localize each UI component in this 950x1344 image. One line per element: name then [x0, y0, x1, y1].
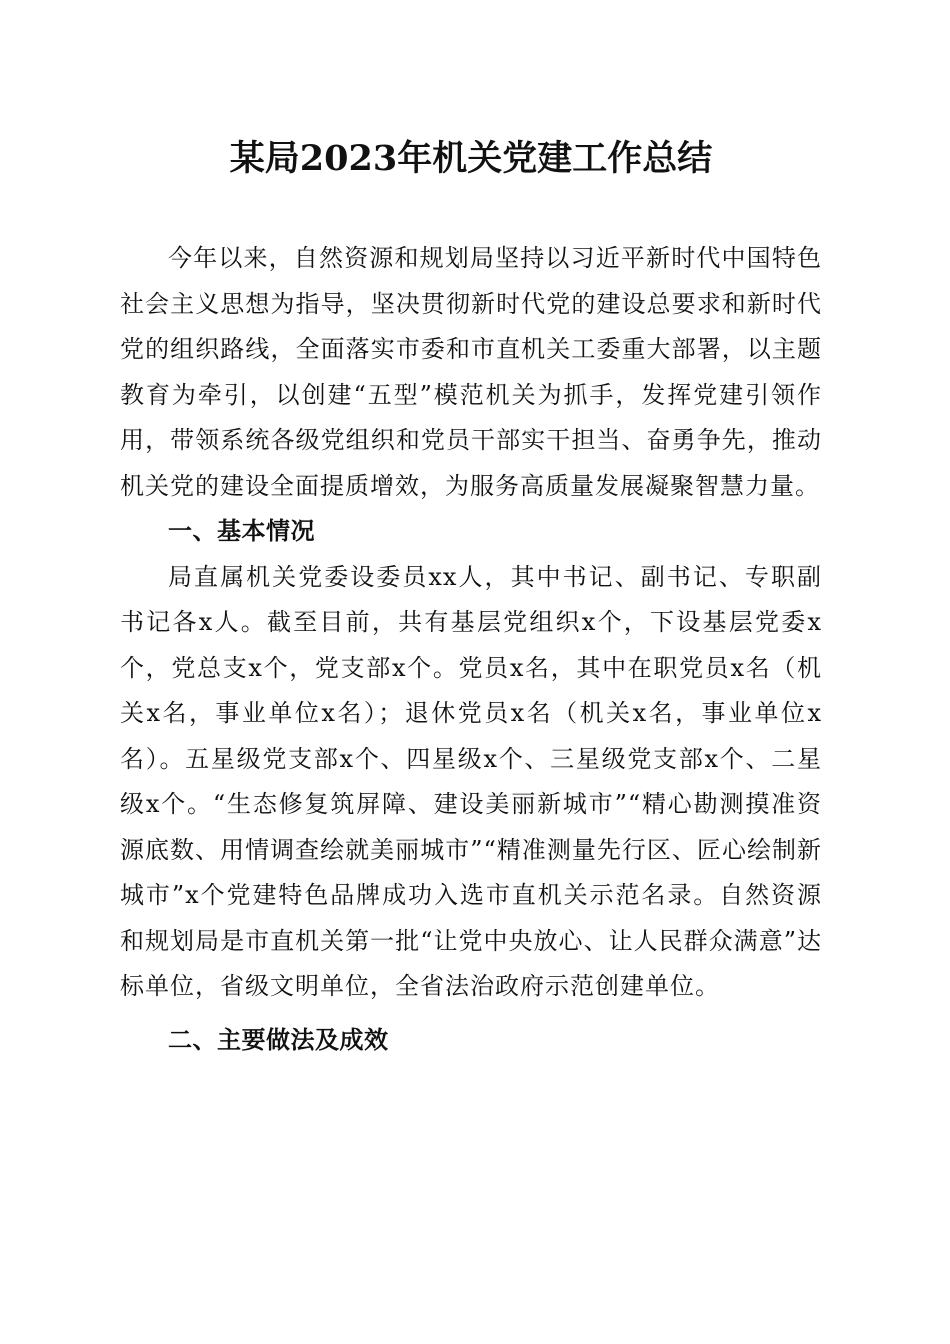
- section-heading-basic-situation: 一、基本情况: [168, 517, 315, 545]
- section-heading-main-practices: 二、主要做法及成效: [168, 1025, 389, 1054]
- document-title: 某局2023年机关党建工作总结: [229, 138, 713, 179]
- basic-situation-paragraph: 局直属机关党委设委员xx人，其中书记、副书记、专职副书记各x人。截至目前，共有基层党组织x个，下设基层党委x个，党总支x个，党支部x个。党员x名，其中在职党员x名（机关x名，事业单位x名）；退休党员x名（机关x名，事业单位x名）。五星级党支部x个、四星级x个、三星级党支部x个、二星级x个。“生态修复筑屏障、建设美丽新城市”“精心勘测摸准资源底数、用情调查绘就美丽城市”“精准测量先行区、匠心绘制新城市”x个党建特色品牌成功入选市直机关示范名录。自然资源和规划局是市直机关第一批“让党中央放心、让人民群众满意”达标单位，省级文明单位，全省法治政府示范创建单位。: [120, 562, 822, 1000]
- intro-paragraph: 今年以来，自然资源和规划局坚持以习近平新时代中国特色社会主义思想为指导，坚决贯彻新时代党的建设总要求和新时代党的组织路线，全面落实市委和市直机关工委重大部署，以主题教育为牵引，以创建“五型”模范机关为抓手，发挥党建引领作用，带领系统各级党组织和党员干部实干担当、奋勇争先，推动机关党的建设全面提质增效，为服务高质量发展凝聚智慧力量。: [120, 244, 822, 500]
